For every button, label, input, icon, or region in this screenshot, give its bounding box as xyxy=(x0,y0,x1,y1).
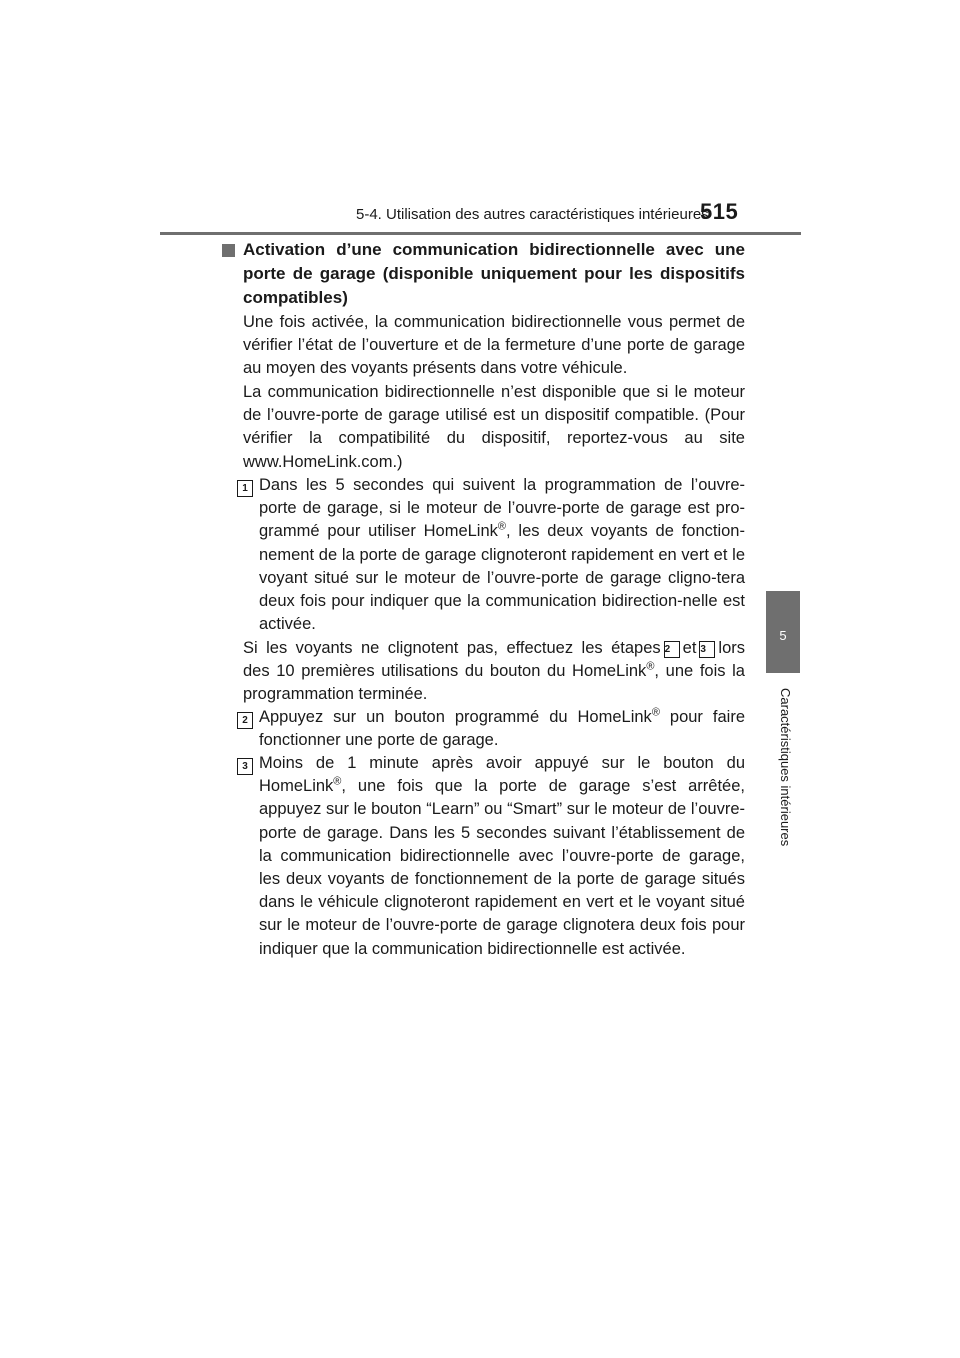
section-heading: Activation d’une communication bidirectionnelle avec une porte de garage (disponible uniquement pour les dispositifs compatibles) xyxy=(243,240,745,307)
header-divider xyxy=(160,232,801,235)
registered-mark: ® xyxy=(651,706,660,719)
registered-mark: ® xyxy=(646,660,655,673)
step-3-text: Moins de 1 minute après avoir appuyé sur le bouton du HomeLink®, une fois que la porte de garage s’est arrêtée, appuyez sur le bouton “Learn” ou “Smart” sur le moteur de l’ouvre-porte de garage. Dans les 5 secondes suivant l’établissement de la communication bidirectionnelle avec l’ouvre-porte de garage, les deux voyants de fonctionnement de la porte de garage situés dans le véhicule clignoteront rapidement en vert et le voyant situé sur le moteur de l’ouvre-porte de garage clignotera deux fois pour indiquer que la communication bidirectionnelle est activée. xyxy=(259,754,745,958)
section-title: 5-4. Utilisation des autres caractéristiques intérieures xyxy=(356,206,709,223)
step-reference-badge: 2 xyxy=(664,641,680,658)
step-3 xyxy=(243,752,745,961)
step-1 xyxy=(243,474,745,636)
step-2-text: Appuyez sur un bouton programmé du HomeLink® pour faire fonctionner une porte de garage. xyxy=(259,706,745,750)
intro-paragraph-1: Une fois activée, la communication bidirectionnelle vous permet de vérifier l’état de l’ouverture et de la fermeture d’une porte de garage au moyen des voyants présents dans votre véhicule. xyxy=(243,313,745,378)
step-number-badge: 2 xyxy=(237,712,253,729)
chapter-number: 5 xyxy=(779,628,787,643)
step-number-badge: 3 xyxy=(237,758,253,775)
registered-mark: ® xyxy=(497,520,507,533)
step-number-badge: 1 xyxy=(237,480,253,497)
registered-mark: ® xyxy=(333,775,342,788)
intro-paragraph-2: La communication bidirectionnelle n’est disponible que si le moteur de l’ouvre-porte de garage utilisé est un dispositif compatible. (Pour vérifier la compatibilité du dispositif, reportez-vous au site www.HomeLink.com.) xyxy=(243,383,745,471)
step-reference-badge: 3 xyxy=(699,641,715,658)
step-2 xyxy=(243,706,745,752)
page-number: 515 xyxy=(700,199,739,224)
square-bullet-icon xyxy=(222,244,235,257)
chapter-label: Caractéristiques intérieures xyxy=(778,688,793,847)
step-1-text: Dans les 5 secondes qui suivent la programmation de l’ouvre-porte de garage, si le moteur de l’ouvre-porte de garage est pro-grammé pour utiliser HomeLink®, les deux voyants de fonction-nement de la porte de garage clignoteront rapidement en vert et le voyant situé sur le moteur de l’ouvre-porte de garage cligno-tera deux fois pour indiquer que la communication bidirection-nelle est activée. xyxy=(259,476,745,634)
note-paragraph: Si les voyants ne clignotent pas, effectuez les étapes 2 et 3 lors des 10 premières utilisations du bouton du HomeLink®, une fois la programmation terminée. xyxy=(243,639,745,704)
